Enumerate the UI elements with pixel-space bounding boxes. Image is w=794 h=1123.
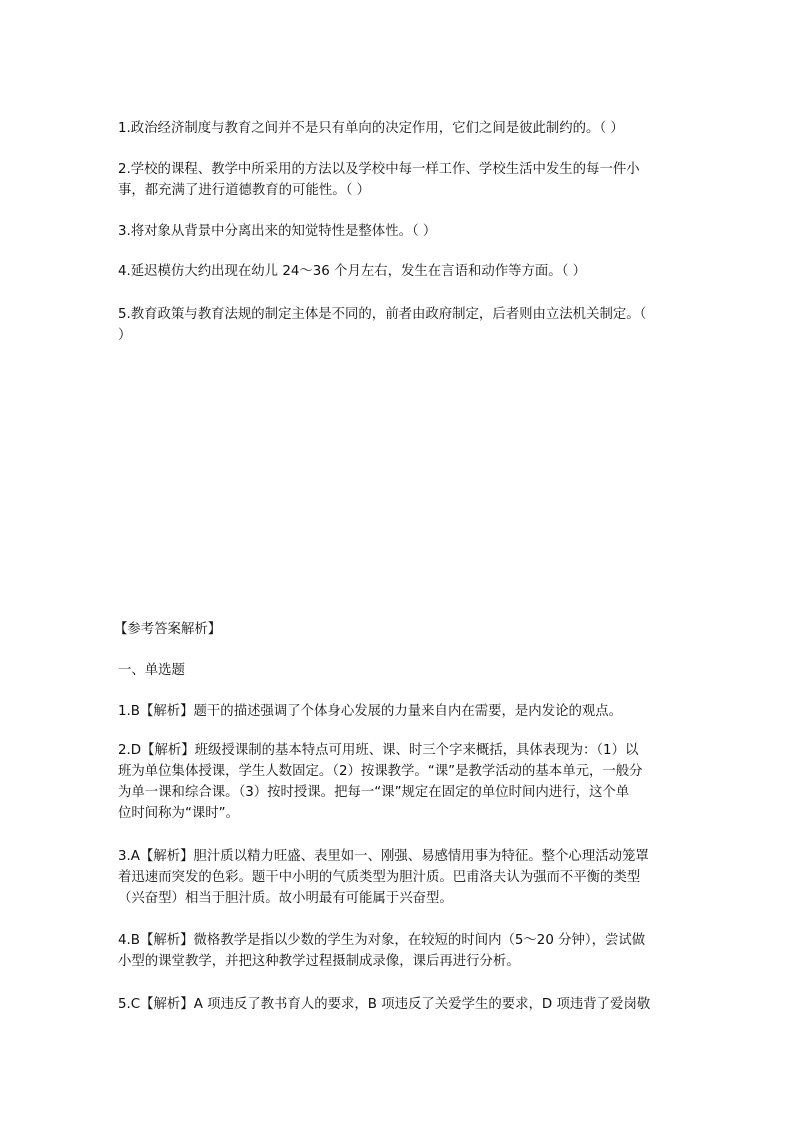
heading-text: 【参考答案解析】 <box>114 622 222 637</box>
answer-1 <box>118 701 698 722</box>
text-line: 2.学校的课程、教学中所采用的方法以及学校中每一样工作、学校生活中发生的每一件小 <box>118 162 640 177</box>
text-line: 位时间称为“课时”。 <box>118 806 239 821</box>
text-line: 5.教育政策与教育法规的制定主体是不同的，前者由政府制定，后者则由立法机关制定。（ <box>118 307 647 322</box>
text-line: 班为单位集体授课，学生人数固定。（2）按课教学。“课”是教学活动的基本单元，一般分 <box>118 764 643 779</box>
text-line: 3.将对象从背景中分离出来的知觉特性是整体性。（ ） <box>118 224 437 239</box>
answer-4 <box>118 930 698 972</box>
text-line: 2.D【解析】班级授课制的基本特点可用班、课、时三个字来概括，具体表现为：（1）以 <box>118 743 639 758</box>
text-line: 5.C【解析】A 项违反了教书育人的要求，B 项违反了关爱学生的要求，D 项违背了爱岗敬 <box>118 997 651 1012</box>
section-heading <box>118 660 698 681</box>
text-line: 4.延迟模仿大约出现在幼儿 24～36 个月左右，发生在言语和动作等方面。（ ） <box>118 264 587 279</box>
answer-3 <box>118 846 698 909</box>
text-line: 小型的课堂教学，并把这种教学过程摄制成录像，课后再进行分析。 <box>118 954 520 969</box>
question-1 <box>118 118 698 139</box>
text-line: 为单一课和综合课。（3）按时授课。把每一“课”规定在固定的单位时间内进行，这个单 <box>118 785 630 800</box>
text-line: 3.A【解析】胆汁质以精力旺盛、表里如一、刚强、易感情用事为特征。整个心理活动笼罩 <box>118 849 649 864</box>
question-3 <box>118 221 698 242</box>
text-line: 1.B【解析】题干的描述强调了个体身心发展的力量来自内在需要，是内发论的观点。 <box>118 704 623 719</box>
text-line: ） <box>118 328 132 343</box>
text-line: 4.B【解析】微格教学是指以少数的学生为对象，在较短的时间内（5～20 分钟），尝试做 <box>118 933 646 948</box>
question-5 <box>118 304 698 346</box>
answer-5 <box>118 994 698 1015</box>
question-4 <box>118 261 698 282</box>
answer-2 <box>118 740 698 824</box>
text-line: （兴奋型）相当于胆汁质。故小明最有可能属于兴奋型。 <box>118 891 453 906</box>
text-line: 事，都充满了进行道德教育的可能性。（ ） <box>118 183 370 198</box>
text-line: 着迅速而突发的色彩。题干中小明的气质类型为胆汁质。巴甫洛夫认为强而不平衡的类型 <box>118 870 641 885</box>
answers-heading <box>114 619 694 640</box>
text-line: 1.政治经济制度与教育之间并不是只有单向的决定作用，它们之间是彼此制约的。（ ） <box>118 121 624 136</box>
question-2 <box>118 159 698 201</box>
heading-text: 一、单选题 <box>118 663 185 678</box>
